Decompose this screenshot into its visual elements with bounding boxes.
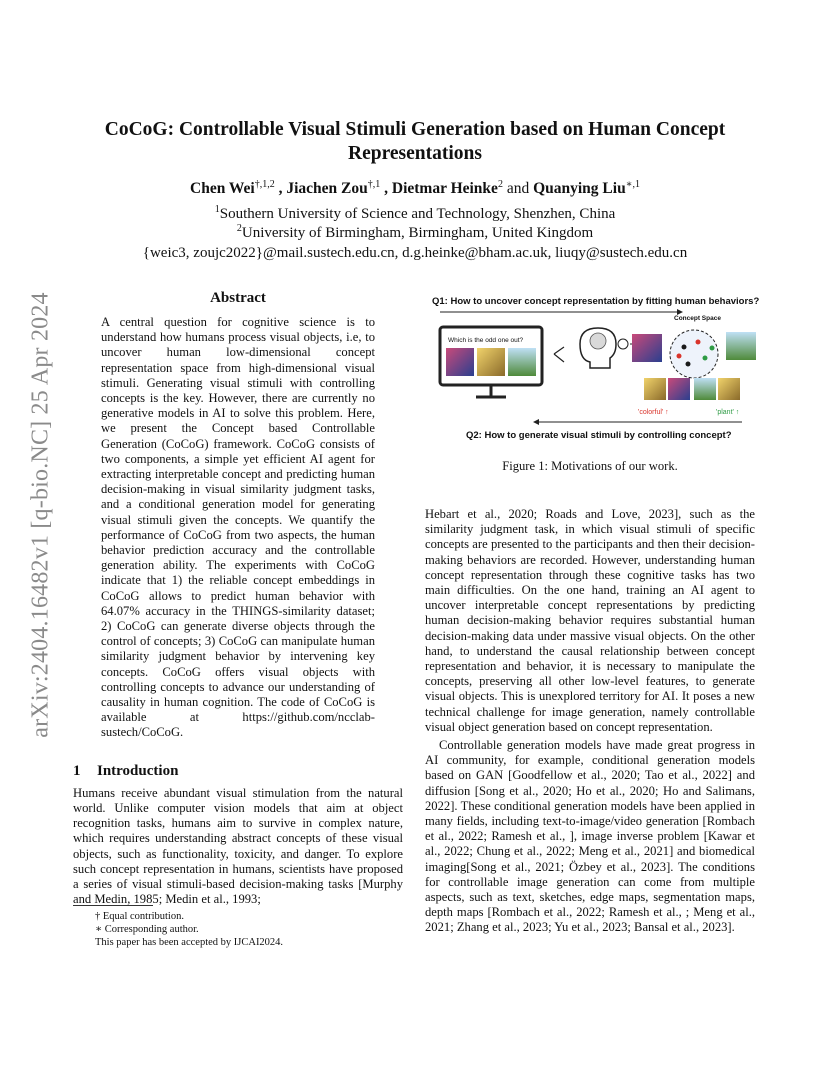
generated-image-3 <box>694 378 716 400</box>
arxiv-stamp-text: arXiv:2404.16482v1 [q-bio.NC] 25 Apr 2024 <box>27 292 54 738</box>
generated-image-4 <box>718 378 740 400</box>
label-plant: 'plant' ↑ <box>716 409 740 416</box>
figure-caption: Figure 1: Motivations of our work. <box>502 459 678 473</box>
figure-1 <box>432 292 768 442</box>
figure-q1-text: Q1: How to uncover concept representation by fitting human behaviors? <box>432 296 760 307</box>
odd-one-out-question: Which is the odd one out? <box>448 337 524 344</box>
footnotes <box>73 905 403 949</box>
author-emails[interactable]: {weic3, zoujc2022}@mail.sustech.edu.cn, d.g.heinke@bham.ac.uk, liuqy@sustech.edu.cn <box>142 245 688 261</box>
author-list: Chen Wei$^{\dagger,1,2}$ , Jiachen Zou$^{\dagger,1}$ , Dietmar Heinke$^2$ and Quanying Liu$^{∗,1}$ <box>190 179 640 198</box>
arxiv-stamp <box>21 270 61 760</box>
concept-point <box>677 354 682 359</box>
concept-space-label: Concept Space <box>674 315 721 322</box>
concept-image-b <box>726 332 756 360</box>
concept-point <box>710 346 715 351</box>
figure-illustration <box>432 292 768 442</box>
label-colorful: 'colorful' ↑ <box>638 409 669 416</box>
concept-point <box>686 362 691 367</box>
paper-title: CoCoG: Controllable Visual Stimuli Generation based on Human Concept Representations <box>104 119 726 164</box>
footnote-corresponding: ∗ Corresponding author. <box>95 924 199 935</box>
figure-q2-text: Q2: How to generate visual stimuli by controlling concept? <box>466 430 732 441</box>
gaze-lines <box>554 347 564 362</box>
abstract-heading: Abstract <box>210 290 266 306</box>
footnote-rule <box>73 905 153 906</box>
left-column <box>73 290 403 907</box>
author-1[interactable]: Chen Wei$^{\dagger,1,2}$ <box>190 179 275 198</box>
stimulus-image-1 <box>446 348 474 376</box>
concept-image-a <box>632 334 662 362</box>
footnote-equal: † Equal contribution. <box>95 911 184 922</box>
author-2[interactable]: Jiachen Zou$^{\dagger,1}$ <box>286 179 381 198</box>
right-paragraph-1: Hebart et al., 2020; Roads and Love, 2023], such as the similarity judgment task, in which visual stimuli of specific concepts are presented to the participants and then their decision-making behaviors are recorded. However, understanding human concept representation through these cognitive tasks has two main difficulties. On the one hand, training an AI agent to uncover interpretable concept representations by predicting human decision-making behavior requires substantial human decision-making data under massive visual objects. On the other hand, to understand the causal relationship between concept representation and behavior, it is necessary to manipulate the concepts, preserving all other low-level features, to generate visual objects. This is unexplored territory for AI. It poses a new technical challenge for image generation, namely controllable visual object generation based on concept representation. <box>425 507 755 734</box>
affiliation-1: $^1$Southern University of Science and Technology, Shenzhen, China <box>214 204 616 222</box>
brain-icon <box>590 333 606 349</box>
concept-space-circle <box>670 330 718 378</box>
stimulus-image-2 <box>477 348 505 376</box>
section-number: 1 <box>73 762 81 779</box>
author-4[interactable]: Quanying Liu$^{∗,1}$ <box>533 179 640 198</box>
generated-image-1 <box>644 378 666 400</box>
thought-bubble-icon <box>618 339 628 349</box>
concept-point <box>682 345 687 350</box>
intro-heading: 1 Introduction <box>73 762 179 779</box>
abstract-text: A central question for cognitive science is to understand how humans process visual objects, i.e, to uncover human low-dimensional concept representation space from high-dimensional visual stimuli. Generating visual stimuli with controlling concepts is the key. However, there are currently no generative models in AI to solve this problem. Here, we present the Concept based Controllable Generation (CoCoG) framework. CoCoG consists of two components, a simple yet efficient AI agent for extracting interpretable concept and predicting human decision-making in visual similarity judgment tasks, and a conditional generation model for generating visual stimuli given the concepts. We quantify the performance of CoCoG from two aspects, the human behavior prediction accuracy and the controllable generation ability. The experiments with CoCoG indicate that 1) the reliable concept embeddings in CoCoG allows to predict human behavior with 64.07% accuracy in the THINGS-similarity dataset; 2) CoCoG can generate diverse objects through the control of concepts; 3) CoCoG can manipulate human similarity judgment behavior by intervening key concepts. CoCoG offers visual objects with controlling concepts to advance our understanding of causality in human cognition. The code of CoCoG is available at https://github.com/ncclab-sustech/CoCoG. <box>101 315 375 740</box>
author-3[interactable]: Dietmar Heinke$^2$ <box>391 179 503 198</box>
concept-point <box>703 356 708 361</box>
authors-and: and <box>506 180 530 198</box>
right-column <box>425 507 755 936</box>
stimulus-image-3 <box>508 348 536 376</box>
affiliation-2: $^2$University of Birmingham, Birmingham, United Kingdom <box>236 223 594 241</box>
generated-image-2 <box>668 378 690 400</box>
concept-point <box>696 340 701 345</box>
intro-paragraph: Humans receive abundant visual stimulation from the natural world. Unlike computer vision models that aim at object recognition tasks, humans aim to survive in complex nature, which requires understanding abstract concepts of these visual objects, such as functionality, toxicity, and danger. To explore such concept representation in humans, scientists have proposed a series of visual stimuli-based decision-making tasks [Murphy and Medin, 1985; Medin et al., 1993; <box>73 785 403 907</box>
footnote-ijcai: This paper has been accepted by IJCAI2024. <box>95 937 284 948</box>
right-paragraph-2: Controllable generation models have made great progress in AI community, for example, conditional generation models based on GAN [Goodfellow et al., 2020; Tao et al., 2022] and diffusion [Song et al., 2020; Ho et al., 2020; Ho and Salimans, 2022]. These conditional generation models have been applied in many fields, including text-to-image/video generation [Rombach et al., 2022; Ramesh et al., ], image inverse problem [Kawar et al., 2022; Chung et al., 2022; Meng et al., 2021] and biomedical imaging[Song et al., 2021; Özbey et al., 2023]. The conditions for controllable image generation can come from multiple aspects, such as text, sketches, edge maps, segmentation maps, depth maps [Rombach et al., 2022; Ramesh et al., ; Meng et al., 2021; Zhang et al., 2023; Yu et al., 2023; Bansal et al., 2023]. <box>425 738 755 935</box>
